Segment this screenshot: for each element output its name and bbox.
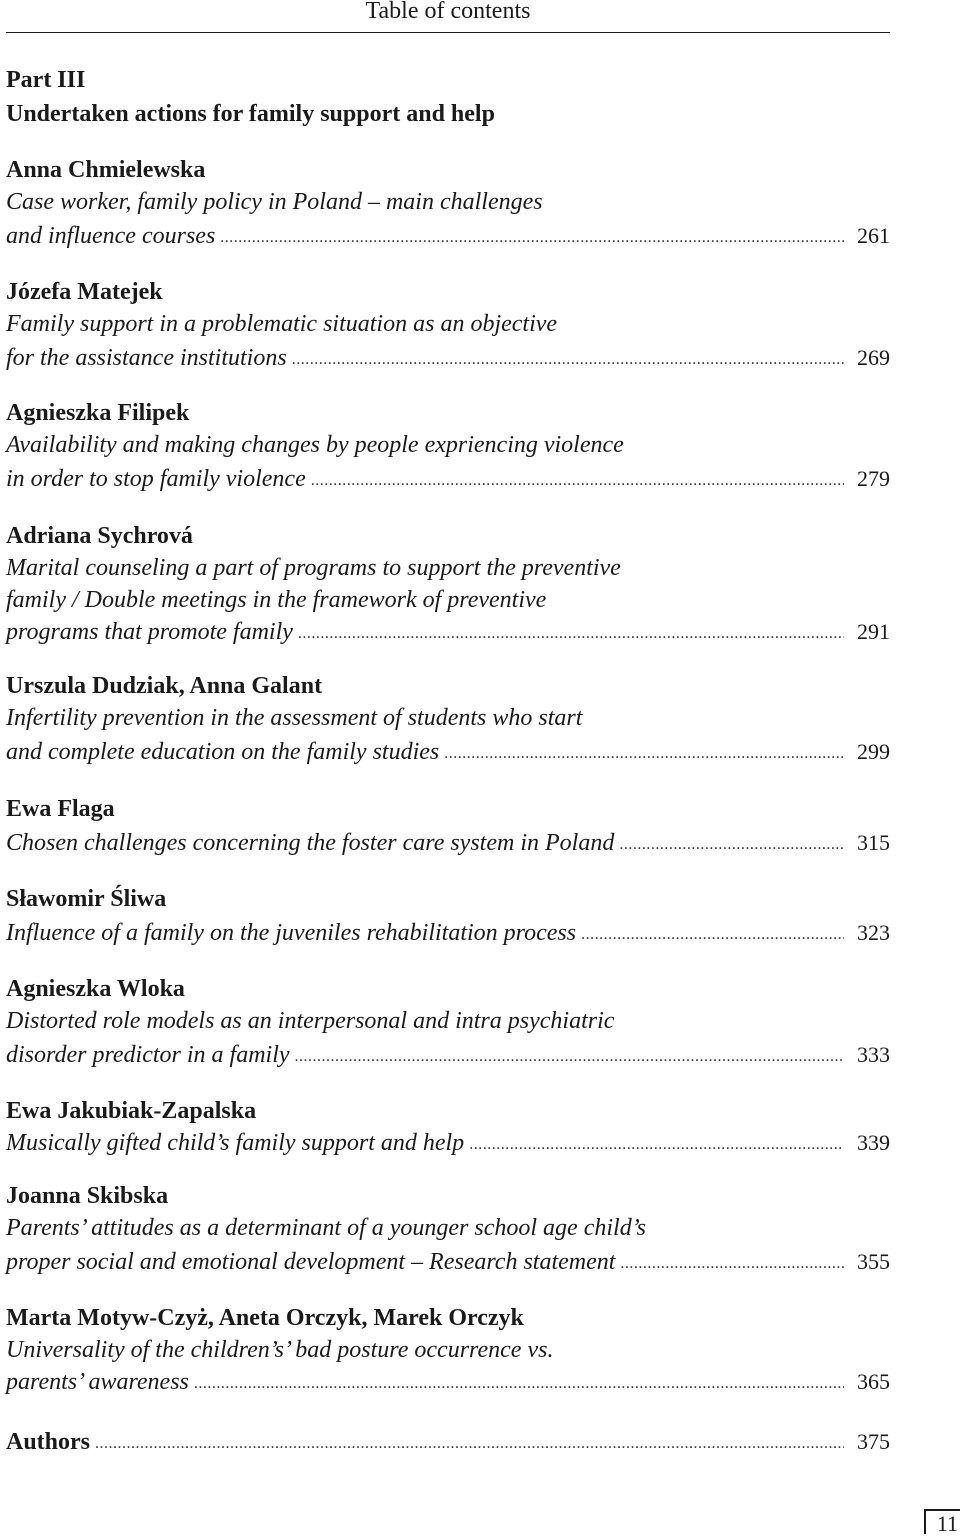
authors-label: Authors [6,1429,91,1455]
folio-page-number: 11 [924,1509,960,1534]
entry-title-last-line [6,917,890,949]
dot-leader [194,1368,844,1400]
entry-author: Agnieszka Filipek [6,400,190,426]
toc-entry[interactable] [6,520,890,648]
entry-author: Urszula Dudziak, Anna Galant [6,673,323,699]
entry-title-line: Universality of the children’s’ bad posture occurrence vs. [6,1337,554,1363]
entry-page-number: 333 [857,1042,890,1067]
entry-title-text: and influence courses [6,223,216,249]
entry-author: Marta Motyw-Czyż, Aneta Orczyk, Marek Orczyk [6,1305,524,1331]
toc-entry[interactable] [6,1095,890,1159]
entry-title-line: family / Double meetings in the framework of preventive [6,587,547,613]
entry-author: Agnieszka Wloka [6,976,185,1002]
dot-leader [444,738,844,770]
toc-entry[interactable] [6,397,890,495]
entry-page-number: 355 [857,1249,890,1274]
entry-page-number: 269 [857,345,890,370]
entry-page-number: 339 [857,1130,890,1155]
toc-entry[interactable] [6,973,890,1071]
entry-title-last-line [6,342,890,374]
dot-leader [311,465,844,497]
entry-title-line: Case worker, family policy in Poland – main challenges [6,189,543,215]
entry-title-text: for the assistance institutions [6,345,287,371]
entry-author: Anna Chmielewska [6,157,206,183]
dot-leader [619,829,844,861]
entry-title-text: in order to stop family violence [6,466,306,492]
dot-leader [469,1129,844,1161]
entry-author: Ewa Flaga [6,796,115,822]
toc-entry[interactable] [6,154,890,252]
entry-title-last-line [6,1039,890,1071]
entry-title-line: Availability and making changes by people expriencing violence [6,432,624,458]
part-label: Part III [6,67,86,93]
running-head-title: Table of contents [365,0,531,24]
entry-title-line: Marital counseling a part of programs to support the preventive [6,555,621,581]
toc-entry[interactable] [6,1180,890,1278]
toc-entry-authors[interactable] [6,1426,890,1458]
entry-title-text: disorder predictor in a family [6,1042,290,1068]
entry-title-line: Parents’ attitudes as a determinant of a younger school age child’s [6,1215,646,1241]
entry-title-last-line [6,616,890,648]
toc-entry[interactable] [6,670,890,768]
entry-title-line: Family support in a problematic situation as an objective [6,311,558,337]
entry-title-line: Distorted role models as an interpersonal and intra psychiatric [6,1008,615,1034]
toc-entry[interactable] [6,276,890,374]
toc-entry[interactable] [6,793,890,859]
toc-entry[interactable] [6,883,890,949]
dot-leader [220,222,844,254]
authors-row [6,1426,890,1458]
entry-title-text: and complete education on the family studies [6,739,440,765]
part-title: Undertaken actions for family support and help [6,101,495,127]
entry-title-text: Influence of a family on the juveniles rehabilitation process [6,920,577,946]
entry-title-last-line [6,736,890,768]
entry-author: Sławomir Śliwa [6,886,167,912]
entry-title-text: Musically gifted child’s family support and help [6,1130,465,1156]
entry-title-text: programs that promote family [6,619,293,645]
entry-page-number: 323 [857,920,890,945]
entry-page-number: 299 [857,739,890,764]
dot-leader [620,1248,844,1280]
entry-title-text: parents’ awareness [6,1369,189,1395]
entry-page-number: 279 [857,466,890,491]
dot-leader [292,344,844,376]
entry-title-last-line [6,827,890,859]
entry-page-number: 261 [857,223,890,248]
entry-author: Adriana Sychrová [6,523,193,549]
dot-leader [295,1041,844,1073]
entry-title-text: Chosen challenges concerning the foster care system in Poland [6,830,615,856]
entry-author: Ewa Jakubiak-Zapalska [6,1098,257,1124]
header-rule [6,32,890,33]
entry-author: Józefa Matejek [6,279,163,305]
entry-author: Joanna Skibska [6,1183,169,1209]
toc-entry[interactable] [6,1302,890,1398]
dot-leader [298,618,844,650]
entry-title-last-line [6,220,890,252]
entry-title-last-line [6,1366,890,1398]
entry-page-number: 365 [857,1369,890,1394]
dot-leader [581,919,844,951]
entry-page-number: 291 [857,619,890,644]
entry-page-number: 375 [857,1429,890,1454]
entry-title-text: proper social and emotional development – Research statement [6,1249,616,1275]
entry-page-number: 315 [857,830,890,855]
entry-title-last-line [6,463,890,495]
entry-title-last-line [6,1127,890,1159]
entry-title-last-line [6,1246,890,1278]
entry-title-line: Infertility prevention in the assessment of students who start [6,705,583,731]
dot-leader [95,1428,844,1460]
